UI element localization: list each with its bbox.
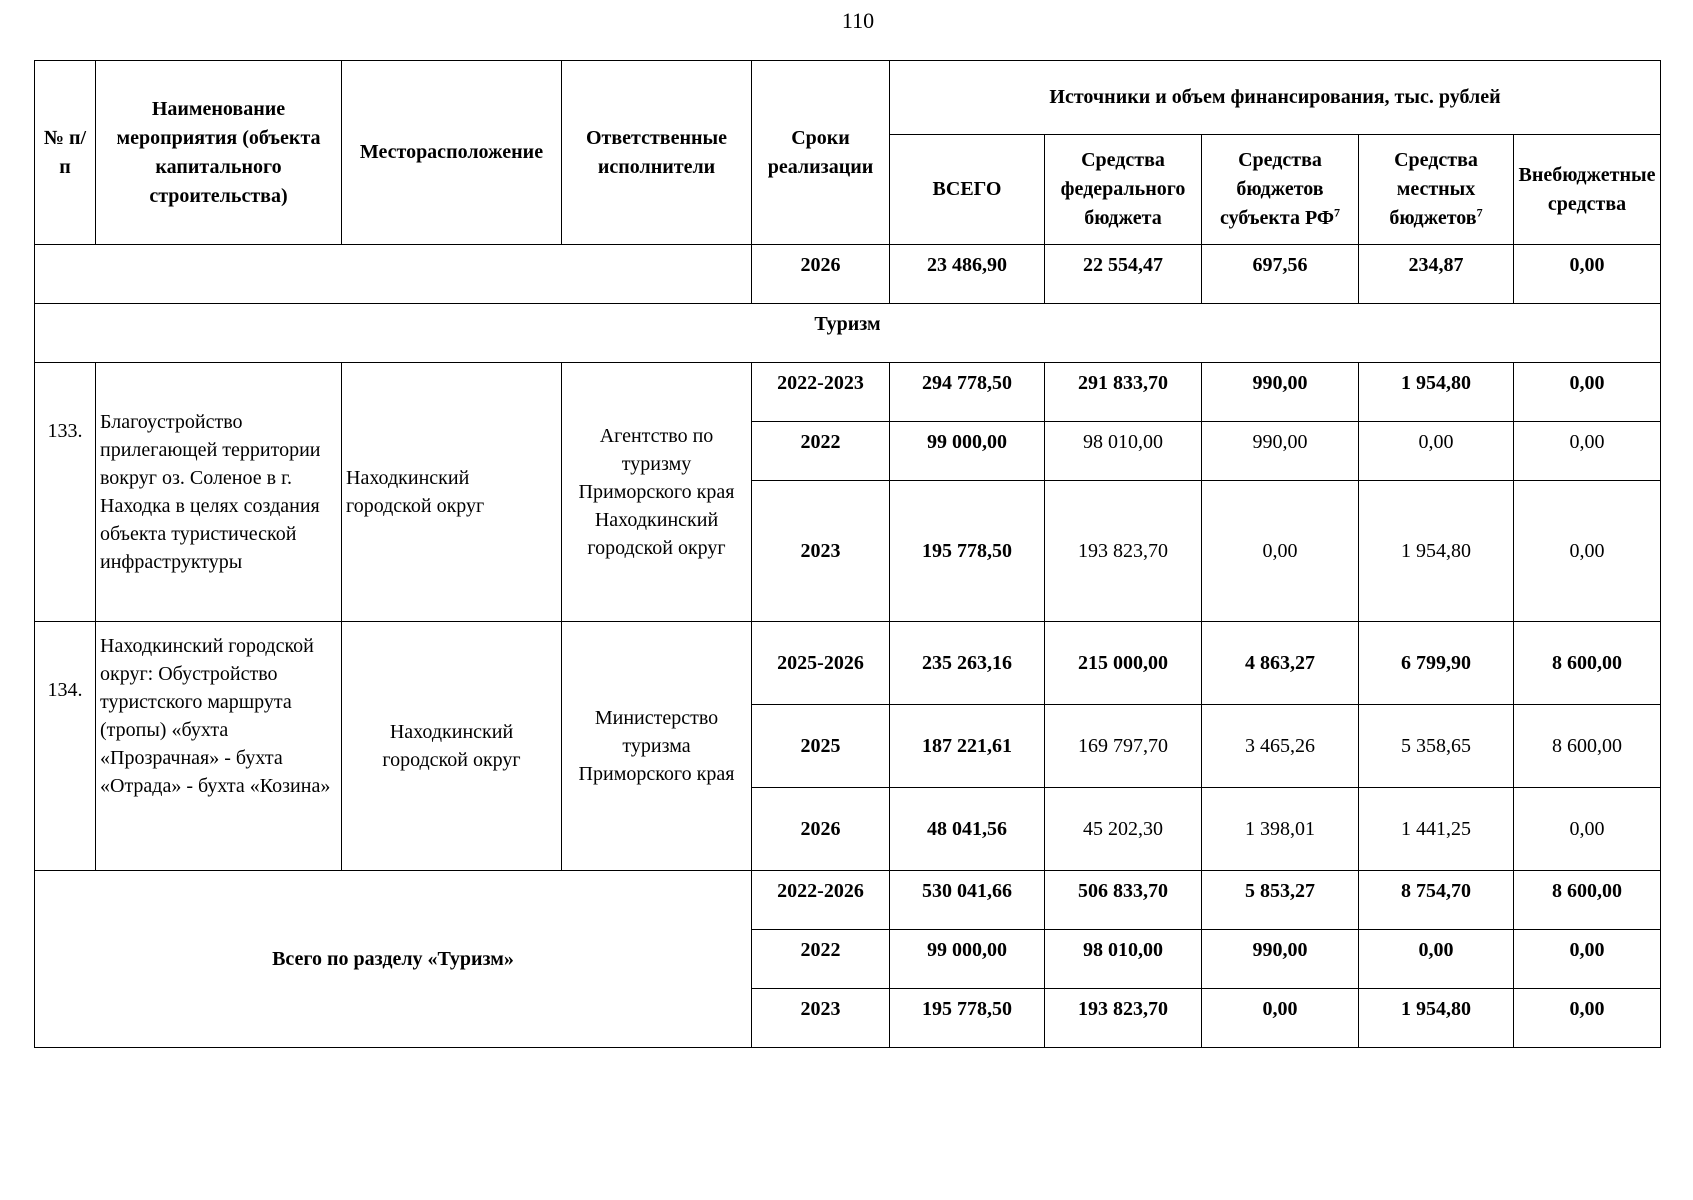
total-cell: 99 000,00	[890, 422, 1045, 481]
summary-label: Всего по разделу «Туризм»	[35, 871, 752, 1048]
local-cell: 0,00	[1359, 930, 1514, 989]
header-terms: Сроки реализации	[752, 61, 890, 245]
regional-cell: 697,56	[1202, 245, 1359, 304]
total-cell: 294 778,50	[890, 363, 1045, 422]
offbudget-cell: 8 600,00	[1514, 871, 1661, 930]
federal-cell: 45 202,30	[1045, 788, 1202, 871]
section-title: Туризм	[35, 304, 1661, 363]
header-location: Месторасположение	[342, 61, 562, 245]
table-row	[35, 871, 1661, 930]
federal-cell: 22 554,47	[1045, 245, 1202, 304]
regional-cell: 3 465,26	[1202, 705, 1359, 788]
regional-cell: 1 398,01	[1202, 788, 1359, 871]
local-cell: 1 954,80	[1359, 363, 1514, 422]
section-row	[35, 304, 1661, 363]
local-cell: 234,87	[1359, 245, 1514, 304]
page-number: 110	[841, 8, 875, 33]
header-regional-note: 7	[1334, 205, 1341, 220]
funding-table	[34, 60, 1661, 1048]
offbudget-cell: 0,00	[1514, 245, 1661, 304]
local-cell: 8 754,70	[1359, 871, 1514, 930]
regional-cell: 0,00	[1202, 989, 1359, 1048]
header-funding-group: Источники и объем финансирования, тыс. рублей	[890, 61, 1661, 135]
year-cell: 2022	[752, 422, 890, 481]
item-location: Находкинский городской округ	[342, 363, 562, 622]
table-row	[35, 245, 1661, 304]
federal-cell: 193 823,70	[1045, 481, 1202, 622]
year-cell: 2026	[752, 788, 890, 871]
year-cell: 2025	[752, 705, 890, 788]
offbudget-cell: 0,00	[1514, 422, 1661, 481]
year-cell: 2022-2023	[752, 363, 890, 422]
header-regional-label: Средства бюджетов субъекта РФ	[1219, 149, 1335, 229]
total-cell: 195 778,50	[890, 989, 1045, 1048]
offbudget-cell: 8 600,00	[1514, 705, 1661, 788]
header-local-note: 7	[1476, 205, 1483, 220]
offbudget-cell: 0,00	[1514, 363, 1661, 422]
year-cell: 2023	[752, 481, 890, 622]
table-header	[35, 61, 1661, 245]
year-cell: 2026	[752, 245, 890, 304]
local-cell: 6 799,90	[1359, 622, 1514, 705]
header-offbudget: Внебюджетные средства	[1514, 135, 1661, 245]
item-executors: Министерство туризма Приморского края	[562, 622, 752, 871]
year-cell: 2022	[752, 930, 890, 989]
header-federal: Средства федерального бюджета	[1045, 135, 1202, 245]
local-cell: 1 441,25	[1359, 788, 1514, 871]
item-number: 133.	[35, 363, 96, 622]
total-cell: 23 486,90	[890, 245, 1045, 304]
regional-cell: 990,00	[1202, 363, 1359, 422]
offbudget-cell: 8 600,00	[1514, 622, 1661, 705]
regional-cell: 0,00	[1202, 481, 1359, 622]
regional-cell: 990,00	[1202, 422, 1359, 481]
federal-cell: 215 000,00	[1045, 622, 1202, 705]
item-executors: Агентство по туризму Приморского края Находкинский городской округ	[562, 363, 752, 622]
header-num: № п/п	[35, 61, 96, 245]
total-cell: 235 263,16	[890, 622, 1045, 705]
year-cell: 2023	[752, 989, 890, 1048]
total-cell: 530 041,66	[890, 871, 1045, 930]
item-name: Находкинский городской округ: Обустройство туристского маршрута (тропы) «бухта «Прозрачная» - бухта «Отрада» - бухта «Козина»	[96, 622, 342, 871]
total-cell: 187 221,61	[890, 705, 1045, 788]
table-row	[35, 622, 1661, 705]
offbudget-cell: 0,00	[1514, 930, 1661, 989]
carry-row-blank	[35, 245, 752, 304]
header-regional	[1202, 135, 1359, 245]
local-cell: 0,00	[1359, 422, 1514, 481]
item-name: Благоустройство прилегающей территории вокруг оз. Соленое в г. Находка в целях создания объекта туристической инфраструктуры	[96, 363, 342, 622]
federal-cell: 506 833,70	[1045, 871, 1202, 930]
federal-cell: 98 010,00	[1045, 422, 1202, 481]
offbudget-cell: 0,00	[1514, 788, 1661, 871]
header-local	[1359, 135, 1514, 245]
year-cell: 2025-2026	[752, 622, 890, 705]
year-cell: 2022-2026	[752, 871, 890, 930]
regional-cell: 990,00	[1202, 930, 1359, 989]
offbudget-cell: 0,00	[1514, 989, 1661, 1048]
local-cell: 1 954,80	[1359, 481, 1514, 622]
total-cell: 99 000,00	[890, 930, 1045, 989]
header-total: ВСЕГО	[890, 135, 1045, 245]
local-cell: 5 358,65	[1359, 705, 1514, 788]
regional-cell: 4 863,27	[1202, 622, 1359, 705]
federal-cell: 193 823,70	[1045, 989, 1202, 1048]
header-executors: Ответственные исполнители	[562, 61, 752, 245]
item-location: Находкинский городской округ	[342, 622, 562, 871]
total-cell: 48 041,56	[890, 788, 1045, 871]
total-cell: 195 778,50	[890, 481, 1045, 622]
federal-cell: 169 797,70	[1045, 705, 1202, 788]
federal-cell: 291 833,70	[1045, 363, 1202, 422]
table-row	[35, 363, 1661, 422]
local-cell: 1 954,80	[1359, 989, 1514, 1048]
regional-cell: 5 853,27	[1202, 871, 1359, 930]
header-name: Наименование мероприятия (объекта капитального строительства)	[96, 61, 342, 245]
federal-cell: 98 010,00	[1045, 930, 1202, 989]
offbudget-cell: 0,00	[1514, 481, 1661, 622]
header-local-label: Средства местных бюджетов	[1389, 149, 1478, 229]
item-number: 134.	[35, 622, 96, 871]
